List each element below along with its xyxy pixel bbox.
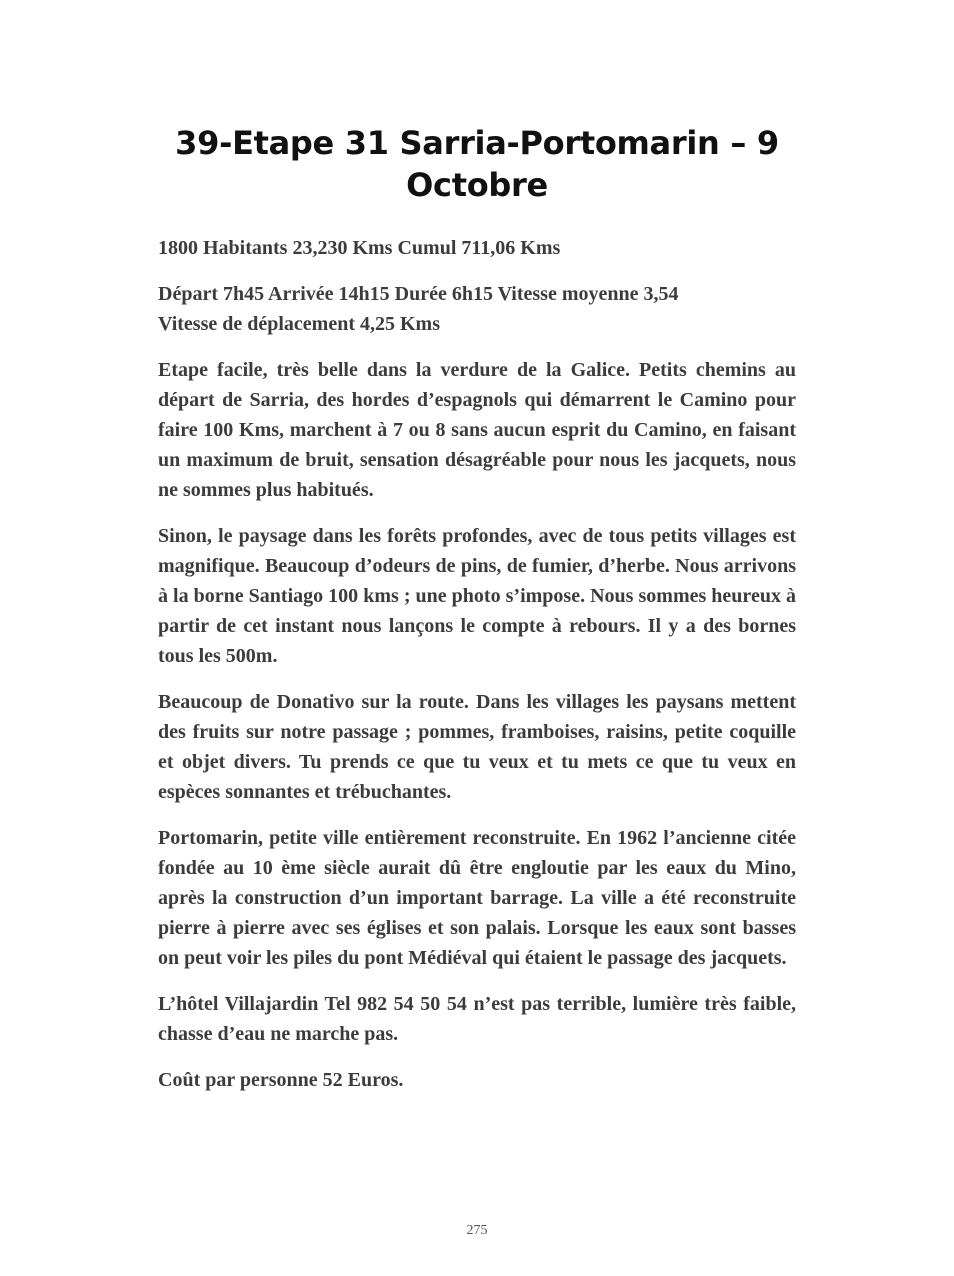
stats-line: 1800 Habitants 23,230 Kms Cumul 711,06 Kms — [158, 237, 561, 259]
paragraph-stage-description: Etape facile, très belle dans la verdure de la Galice. Petits chemins au départ de Sarria, des hordes d’espagnols qui démarrent le Camino pour faire 100 Kms, marchent à 7 ou 8 sans aucun esprit du Camino, en faisant un maximum de bruit, sensation désagréable pour nous les jacquets, nous ne sommes plus habitués. — [158, 359, 796, 501]
timing-line-2: Vitesse de déplacement 4,25 Kms — [158, 313, 440, 335]
timing-line-1: Départ 7h45 Arrivée 14h15 Durée 6h15 Vitesse moyenne 3,54 — [158, 283, 679, 305]
timing-paragraph — [158, 279, 796, 339]
paragraph-portomarin: Portomarin, petite ville entièrement reconstruite. En 1962 l’ancienne citée fondée au 10 ème siècle aurait dû être engloutie par les eaux du Mino, après la construction d’un important barrage. La ville a été reconstruite pierre à pierre avec ses églises et son palais. Lorsque les eaux sont basses on peut voir les piles du pont Médiéval qui étaient le passage des jacquets. — [158, 827, 796, 969]
paragraph-cost: Coût par personne 52 Euros. — [158, 1069, 404, 1091]
paragraph-hotel: L’hôtel Villajardin Tel 982 54 50 54 n’est pas terrible, lumière très faible, chasse d’eau ne marche pas. — [158, 993, 796, 1045]
page-number: 275 — [466, 1223, 488, 1238]
stats-paragraph — [158, 233, 796, 263]
page-title: 39-Etape 31 Sarria-Portomarin – 9 Octobre — [175, 124, 779, 204]
document-body — [158, 233, 796, 1111]
paragraph-landscape: Sinon, le paysage dans les forêts profondes, avec de tous petits villages est magnifique. Beaucoup d’odeurs de pins, de fumier, d’herbe. Nous arrivons à la borne Santiago 100 kms ; une photo s’impose. Nous sommes heureux à partir de cet instant nous lançons le compte à rebours. Il y a des bornes tous les 500m. — [158, 525, 796, 667]
paragraph-donativo: Beaucoup de Donativo sur la route. Dans les villages les paysans mettent des fruits sur notre passage ; pommes, framboises, raisins, petite coquille et objet divers. Tu prends ce que tu veux et tu mets ce que tu veux en espèces sonnantes et trébuchantes. — [158, 691, 796, 803]
